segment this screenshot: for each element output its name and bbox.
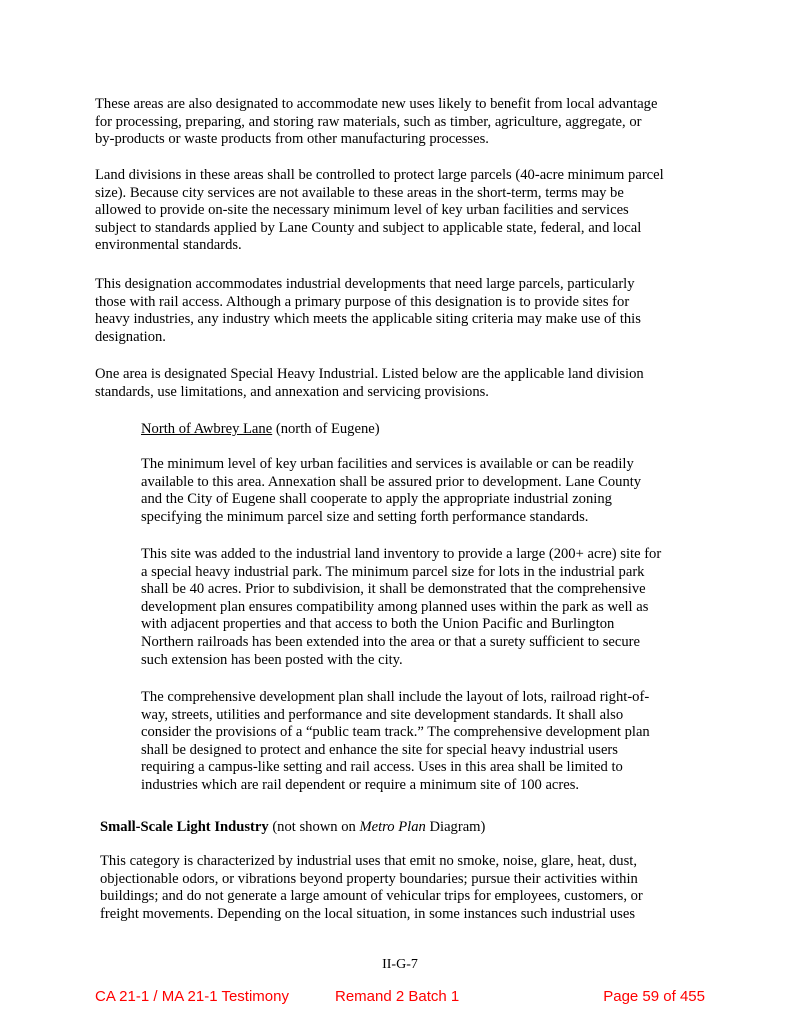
- text-line: industries which are rail dependent or require a minimum site of 100 acres.: [141, 776, 580, 793]
- paragraph-4: [95, 366, 644, 401]
- text-line: way, streets, utilities and performance and site development standards. It shall also: [141, 706, 624, 723]
- text-line: objectionable odors, or vibrations beyond property boundaries; pursue their activities within: [100, 870, 638, 887]
- text-line: heavy industries, any industry which meets the applicable siting criteria may make use of this: [95, 311, 641, 328]
- text-line: standards, use limitations, and annexation and servicing provisions.: [95, 383, 489, 400]
- text-line: Northern railroads has been extended into the area or that a surety sufficient to secure: [141, 633, 640, 650]
- text-line: designation.: [95, 328, 166, 345]
- small-scale-pre: (not shown on: [268, 819, 360, 835]
- text-line: requiring a campus-like setting and rail access. Uses in this area shall be limited to: [141, 759, 623, 776]
- small-scale-post: Diagram): [425, 819, 486, 835]
- text-line: Land divisions in these areas shall be controlled to protect large parcels (40-acre minimum parcel: [95, 167, 664, 183]
- footer-right: Page 59 of 455: [603, 988, 705, 1005]
- small-scale-heading: [100, 819, 485, 837]
- awbrey-heading: [141, 421, 380, 439]
- text-line: those with rail access. Although a primary purpose of this designation is to provide sites for: [95, 293, 630, 310]
- page-number: II-G-7: [382, 957, 418, 972]
- awbrey-title: North of Awbrey Lane: [141, 421, 273, 437]
- text-line: This category is characterized by industrial uses that emit no smoke, noise, glare, heat, dust,: [100, 853, 637, 869]
- text-line: allowed to provide on-site the necessary minimum level of key urban facilities and services: [95, 202, 629, 219]
- text-line: specifying the minimum parcel size and setting forth performance standards.: [141, 508, 589, 525]
- footer-center: Remand 2 Batch 1: [335, 988, 460, 1005]
- paragraph-small-scale: [100, 853, 643, 923]
- text-line: These areas are also designated to accommodate new uses likely to benefit from local advantage: [95, 96, 658, 112]
- indented-paragraph-2: [141, 546, 661, 669]
- text-line: shall be designed to protect and enhance the site for special heavy industrial users: [141, 741, 618, 758]
- text-line: development plan ensures compatibility among planned uses within the park as well as: [141, 598, 649, 615]
- text-line: This site was added to the industrial land inventory to provide a large (200+ acre) site for: [141, 546, 662, 562]
- indented-paragraph-3: [141, 689, 650, 795]
- text-line: buildings; and do not generate a large amount of vehicular trips for employees, customers, or: [100, 888, 643, 905]
- text-line: environmental standards.: [95, 237, 242, 254]
- text-line: This designation accommodates industrial developments that need large parcels, particularly: [95, 276, 635, 292]
- text-line: and the City of Eugene shall cooperate to apply the appropriate industrial zoning: [141, 491, 612, 508]
- text-line: The minimum level of key urban facilities and services is available or can be readily: [141, 456, 634, 472]
- text-line: for processing, preparing, and storing raw materials, such as timber, agriculture, aggregate, or: [95, 113, 642, 130]
- text-line: such extension has been posted with the city.: [141, 651, 403, 668]
- text-line: consider the provisions of a “public team track.” The comprehensive development plan: [141, 724, 650, 741]
- small-scale-italic: Metro Plan: [359, 819, 426, 835]
- text-line: size). Because city services are not available to these areas in the short-term, terms may be: [95, 184, 624, 201]
- text-line: shall be 40 acres. Prior to subdivision, it shall be demonstrated that the comprehensive: [141, 581, 646, 598]
- text-line: The comprehensive development plan shall include the layout of lots, railroad right-of-: [141, 689, 650, 705]
- text-line: available to this area. Annexation shall be assured prior to development. Lane County: [141, 473, 642, 490]
- text-line: One area is designated Special Heavy Industrial. Listed below are the applicable land division: [95, 366, 644, 382]
- text-line: by-products or waste products from other manufacturing processes.: [95, 131, 489, 148]
- small-scale-title: Small-Scale Light Industry: [100, 819, 269, 835]
- paragraph-1: [95, 96, 657, 149]
- text-line: subject to standards applied by Lane County and subject to applicable state, federal, and local: [95, 219, 642, 236]
- text-line: a special heavy industrial park. The minimum parcel size for lots in the industrial park: [141, 563, 645, 580]
- footer-left: CA 21-1 / MA 21-1 Testimony: [95, 988, 289, 1005]
- text-line: freight movements. Depending on the local situation, in some instances such industrial uses: [100, 905, 636, 922]
- text-line: with adjacent properties and that access to both the Union Pacific and Burlington: [141, 616, 615, 633]
- paragraph-3: [95, 276, 641, 346]
- paragraph-2: [95, 167, 664, 255]
- awbrey-suffix: (north of Eugene): [272, 421, 380, 437]
- indented-paragraph-1: [141, 456, 641, 526]
